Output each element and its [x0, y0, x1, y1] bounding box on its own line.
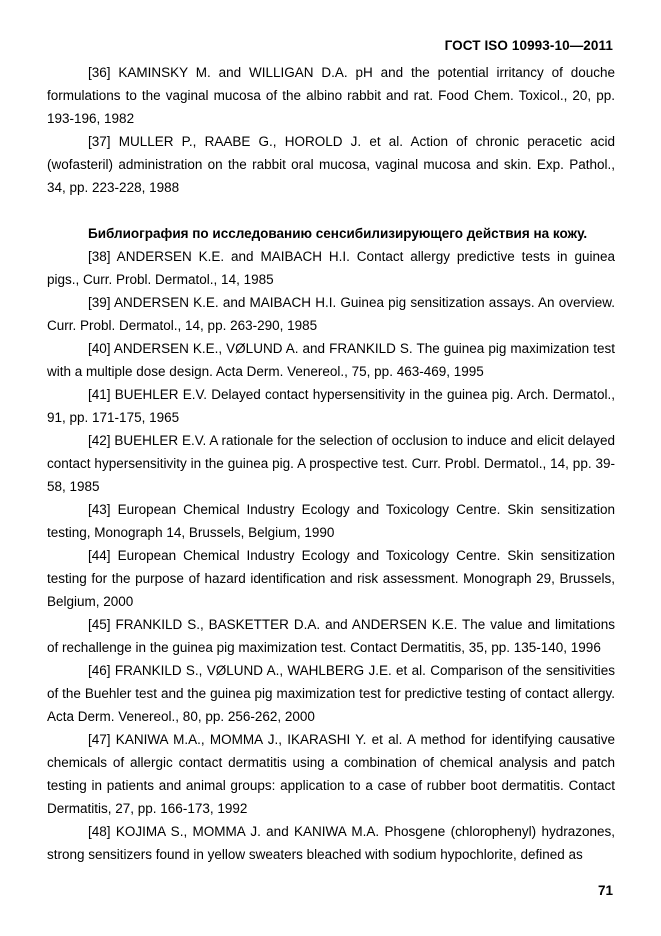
reference-44: [44] European Chemical Industry Ecology and Toxicology Centre. Skin sensitization testing for the purpose of hazard identification and risk assessment. Monograph 29, Brussels, Belgium, 2000 [47, 548, 615, 609]
section-title-skin-sensitization: Библиография по исследованию сенсибилизирующего действия на кожу. [88, 226, 588, 241]
page-number: 71 [597, 883, 613, 898]
reference-46: [46] FRANKILD S., VØLUND A., WAHLBERG J.E. et al. Comparison of the sensitivities of the Buehler test and the guinea pig maximization test for predictive testing of contact allergy. Acta Derm. Venereol., 80, pp. 256-262, 2000 [47, 663, 615, 724]
reference-48: [48] KOJIMA S., MOMMA J. and KANIWA M.A. Phosgene (chlorophenyl) hydrazones, strong sensitizers found in yellow sweaters bleached with sodium hypochlorite, defined as [47, 824, 615, 862]
reference-42: [42] BUEHLER E.V. A rationale for the selection of occlusion to induce and elicit delayed contact hypersensitivity in the guinea pig. A prospective test. Curr. Probl. Dermatol., 14, pp. 39-58, 1985 [47, 433, 615, 494]
reference-45: [45] FRANKILD S., BASKETTER D.A. and ANDERSEN K.E. The value and limitations of rechallenge in the guinea pig maximization test. Contact Dermatitis, 35, pp. 135-140, 1996 [47, 617, 615, 655]
reference-37: [37] MULLER P., RAABE G., HOROLD J. et al. Action of chronic peracetic acid (wofasteril) administration on the rabbit oral mucosa, vaginal mucosa and skin. Exp. Pathol., 34, pp. 223-228, 1988 [47, 134, 615, 195]
section-spacer [47, 199, 615, 222]
standard-code-header: ГОСТ ISO 10993-10—2011 [444, 38, 613, 53]
reference-40: [40] ANDERSEN K.E., VØLUND A. and FRANKILD S. The guinea pig maximization test with a multiple dose design. Acta Derm. Venereol., 75, pp. 463-469, 1995 [47, 341, 615, 379]
bibliography-content [47, 61, 615, 866]
reference-38: [38] ANDERSEN K.E. and MAIBACH H.I. Contact allergy predictive tests in guinea pigs., Curr. Probl. Dermatol., 14, 1985 [47, 249, 615, 287]
reference-36: [36] KAMINSKY M. and WILLIGAN D.A. pH and the potential irritancy of douche formulations to the vaginal mucosa of the albino rabbit and rat. Food Chem. Toxicol., 20, pp. 193-196, 1982 [47, 65, 615, 126]
reference-41: [41] BUEHLER E.V. Delayed contact hypersensitivity in the guinea pig. Arch. Dermatol., 91, pp. 171-175, 1965 [47, 387, 615, 425]
reference-39: [39] ANDERSEN K.E. and MAIBACH H.I. Guinea pig sensitization assays. An overview. Curr. Probl. Dermatol., 14, pp. 263-290, 1985 [47, 295, 615, 333]
reference-43: [43] European Chemical Industry Ecology and Toxicology Centre. Skin sensitization testing, Monograph 14, Brussels, Belgium, 1990 [47, 502, 615, 540]
reference-47: [47] KANIWA M.A., MOMMA J., IKARASHI Y. et al. A method for identifying causative chemicals of allergic contact dermatitis using a combination of chemical analysis and patch testing in patients and animal groups: application to a case of rubber boot dermatitis. Contact Dermatitis, 27, pp. 166-173, 1992 [47, 732, 615, 816]
